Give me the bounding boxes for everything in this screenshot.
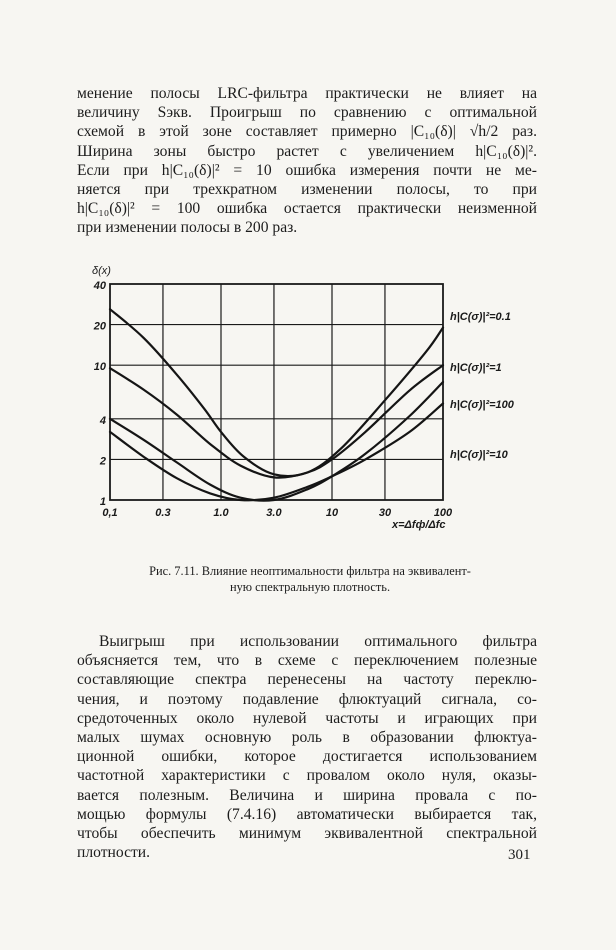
text-line: менение полосы LRC-фильтра практически не влияет на xyxy=(77,85,537,102)
y-tick-label: 2 xyxy=(99,455,106,468)
x-tick-label: 0.3 xyxy=(155,507,171,519)
caption-line-1: Рис. 7.11. Влияние неоптимальности фильтра на эквивалент- xyxy=(149,564,471,578)
text-line: чения, и поэтому подавление флюктуаций сигнала, со- xyxy=(77,690,537,708)
x-tick-label: 3.0 xyxy=(266,507,282,519)
text-line: вается полезным. Величина и ширина провала с по- xyxy=(77,786,537,804)
series-label: h|C(σ)|²=0.1 xyxy=(450,311,511,323)
x-tick-label: 0,1 xyxy=(102,507,118,519)
x-tick-label: 100 xyxy=(433,507,453,519)
y-tick-label: 10 xyxy=(93,361,106,374)
text-line: малых шумах основную роль в образовании флюктуа- xyxy=(77,729,537,747)
text-line: няется при трехкратном изменении полосы, то при xyxy=(77,181,537,199)
text-line: схемой в этой зоне составляет примерно |C₁₀(δ)| √h/2 раз. xyxy=(77,123,537,141)
series-label: h|C(σ)|²=1 xyxy=(450,362,502,374)
text-line: величину Sэкв. Проигрыш по сравнению с оптимальной xyxy=(77,104,537,122)
series-curve xyxy=(110,365,443,477)
y-axis-label: δ(x) xyxy=(92,265,111,277)
text-line: Если при h|C₁₀(δ)|² = 10 ошибка измерения почти не ме- xyxy=(77,161,537,179)
x-tick-label: 30 xyxy=(378,507,392,519)
text-line: частотной характеристики с провалом около нуля, оказы- xyxy=(77,767,537,785)
figure-caption xyxy=(90,564,530,595)
text-line: ционной ошибки, которое достигается использованием xyxy=(77,748,537,766)
text-line: при изменении полосы в 200 раз. xyxy=(77,219,298,237)
x-tick-label: 1.0 xyxy=(213,507,229,519)
page-number: 301 xyxy=(508,847,531,863)
y-tick-label: 40 xyxy=(93,280,106,292)
text-line: мощью формулы (7.4.16) автоматически выбирается так, xyxy=(77,805,537,823)
series-curve xyxy=(110,382,443,501)
y-tick-label: 1 xyxy=(99,496,106,508)
x-axis-label: x=Δfф/Δfc xyxy=(392,519,446,531)
text-line: средоточенных около нулевой частоты и играющих при xyxy=(77,709,537,727)
text-line: Ширина зоны быстро растет с увеличением h|C₁₀(δ)|². xyxy=(77,142,537,160)
text-line: составляющие спектра перенесены на частоту переклю- xyxy=(77,671,537,689)
text-line: Выигрыш при использовании оптимального фильтра xyxy=(99,633,537,650)
y-tick-label: 20 xyxy=(93,320,106,333)
text-line: чтобы обеспечить минимум эквивалентной спектральной xyxy=(77,825,537,843)
text-line: объясняется тем, что в схеме с переключением полезные xyxy=(77,652,537,670)
paragraph-2 xyxy=(77,632,537,862)
x-tick-label: 10 xyxy=(325,507,339,519)
text-line: h|C₁₀(δ)|² = 100 ошибка остается практически неизменной xyxy=(77,200,537,218)
series-label: h|C(σ)|²=10 xyxy=(450,449,508,461)
caption-line-2: ную спектральную плотность. xyxy=(229,579,391,594)
series-label: h|C(σ)|²=100 xyxy=(450,399,514,411)
y-tick-label: 4 xyxy=(99,414,106,427)
text-line: плотности. xyxy=(77,844,151,862)
